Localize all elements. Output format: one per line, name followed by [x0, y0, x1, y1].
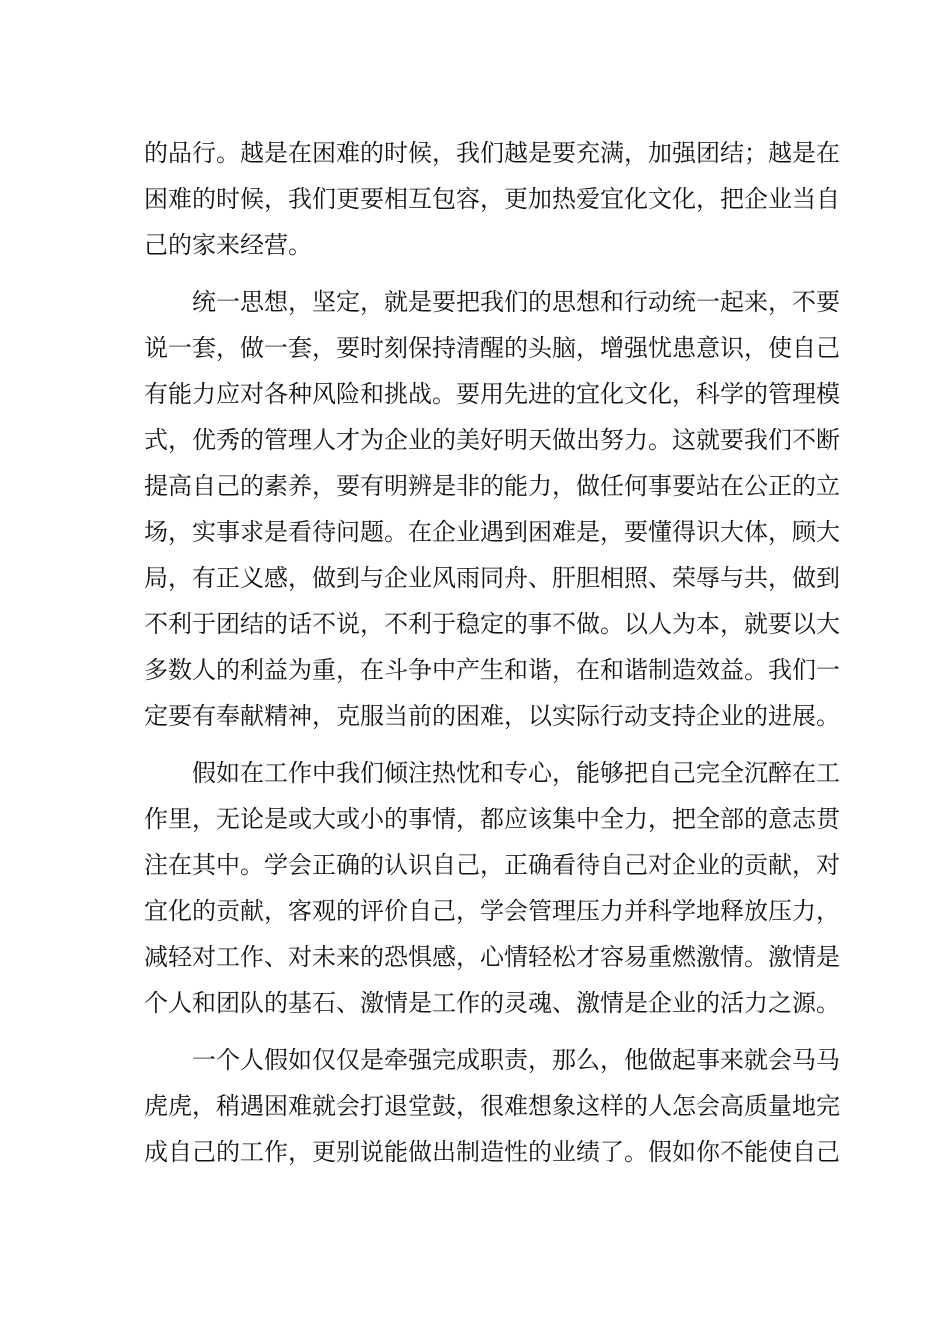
paragraph-line: 多数人的利益为重，在斗争中产生和谐，在和谐制造效益。我们一: [144, 656, 840, 684]
paragraph-line: 假如在工作中我们倾注热忱和专心，能够把自己完全沉醉在工: [192, 759, 840, 787]
paragraph-line: 作里，无论是或大或小的事情，都应该集中全力，把全部的意志贯: [144, 805, 840, 833]
document-body: [144, 130, 840, 1175]
paragraph-line: 的品行。越是在困难的时候，我们越是要充满，加强团结；越是在: [144, 139, 840, 167]
paragraph-2: [144, 279, 840, 739]
paragraph-line: 定要有奉献精神，克服当前的困难，以实际行动支持企业的进展。: [144, 702, 840, 730]
paragraph-line: 减轻对工作、对未来的恐惧感，心情轻松才容易重燃激情。激情是: [144, 943, 840, 971]
paragraph-line: 提高自己的素养，要有明辨是非的能力，做任何事要站在公正的立: [144, 472, 840, 500]
paragraph-line: 式，优秀的管理人才为企业的美好明天做出努力。这就要我们不断: [144, 426, 840, 454]
paragraph-line: 注在其中。学会正确的认识自己，正确看待自己对企业的贡献，对: [144, 851, 840, 879]
paragraph-line: 困难的时候，我们更要相互包容，更加热爱宜化文化，把企业当自: [144, 185, 840, 213]
paragraph-3: [144, 750, 840, 1026]
paragraph-line: 局，有正义感，做到与企业风雨同舟、肝胆相照、荣辱与共，做到: [144, 564, 840, 592]
paragraph-line: 场，实事求是看待问题。在企业遇到困难是，要懂得识大体，顾大: [144, 518, 840, 546]
paragraph-line: 成自己的工作，更别说能做出制造性的业绩了。假如你不能使自己: [144, 1138, 840, 1166]
paragraph-line: 说一套，做一套，要时刻保持清醒的头脑，增强忧患意识，使自己: [144, 334, 840, 362]
paragraph-line: 己的家来经营。: [144, 231, 312, 259]
paragraph-line: 一个人假如仅仅是牵强完成职责，那么，他做起事来就会马马: [192, 1046, 840, 1074]
paragraph-line: 宜化的贡献，客观的评价自己，学会管理压力并科学地释放压力，: [144, 897, 840, 925]
paragraph-4: [144, 1037, 840, 1175]
paragraph-line: 有能力应对各种风险和挑战。要用先进的宜化文化，科学的管理模: [144, 380, 840, 408]
paragraph-line: 不利于团结的话不说，不利于稳定的事不做。以人为本，就要以大: [144, 610, 840, 638]
paragraph-line: 个人和团队的基石、激情是工作的灵魂、激情是企业的活力之源。: [144, 989, 840, 1017]
paragraph-line: 虎虎，稍遇困难就会打退堂鼓，很难想象这样的人怎会高质量地完: [144, 1092, 840, 1120]
paragraph-1: [144, 130, 840, 268]
paragraph-line: 统一思想，坚定，就是要把我们的思想和行动统一起来，不要: [192, 288, 840, 316]
